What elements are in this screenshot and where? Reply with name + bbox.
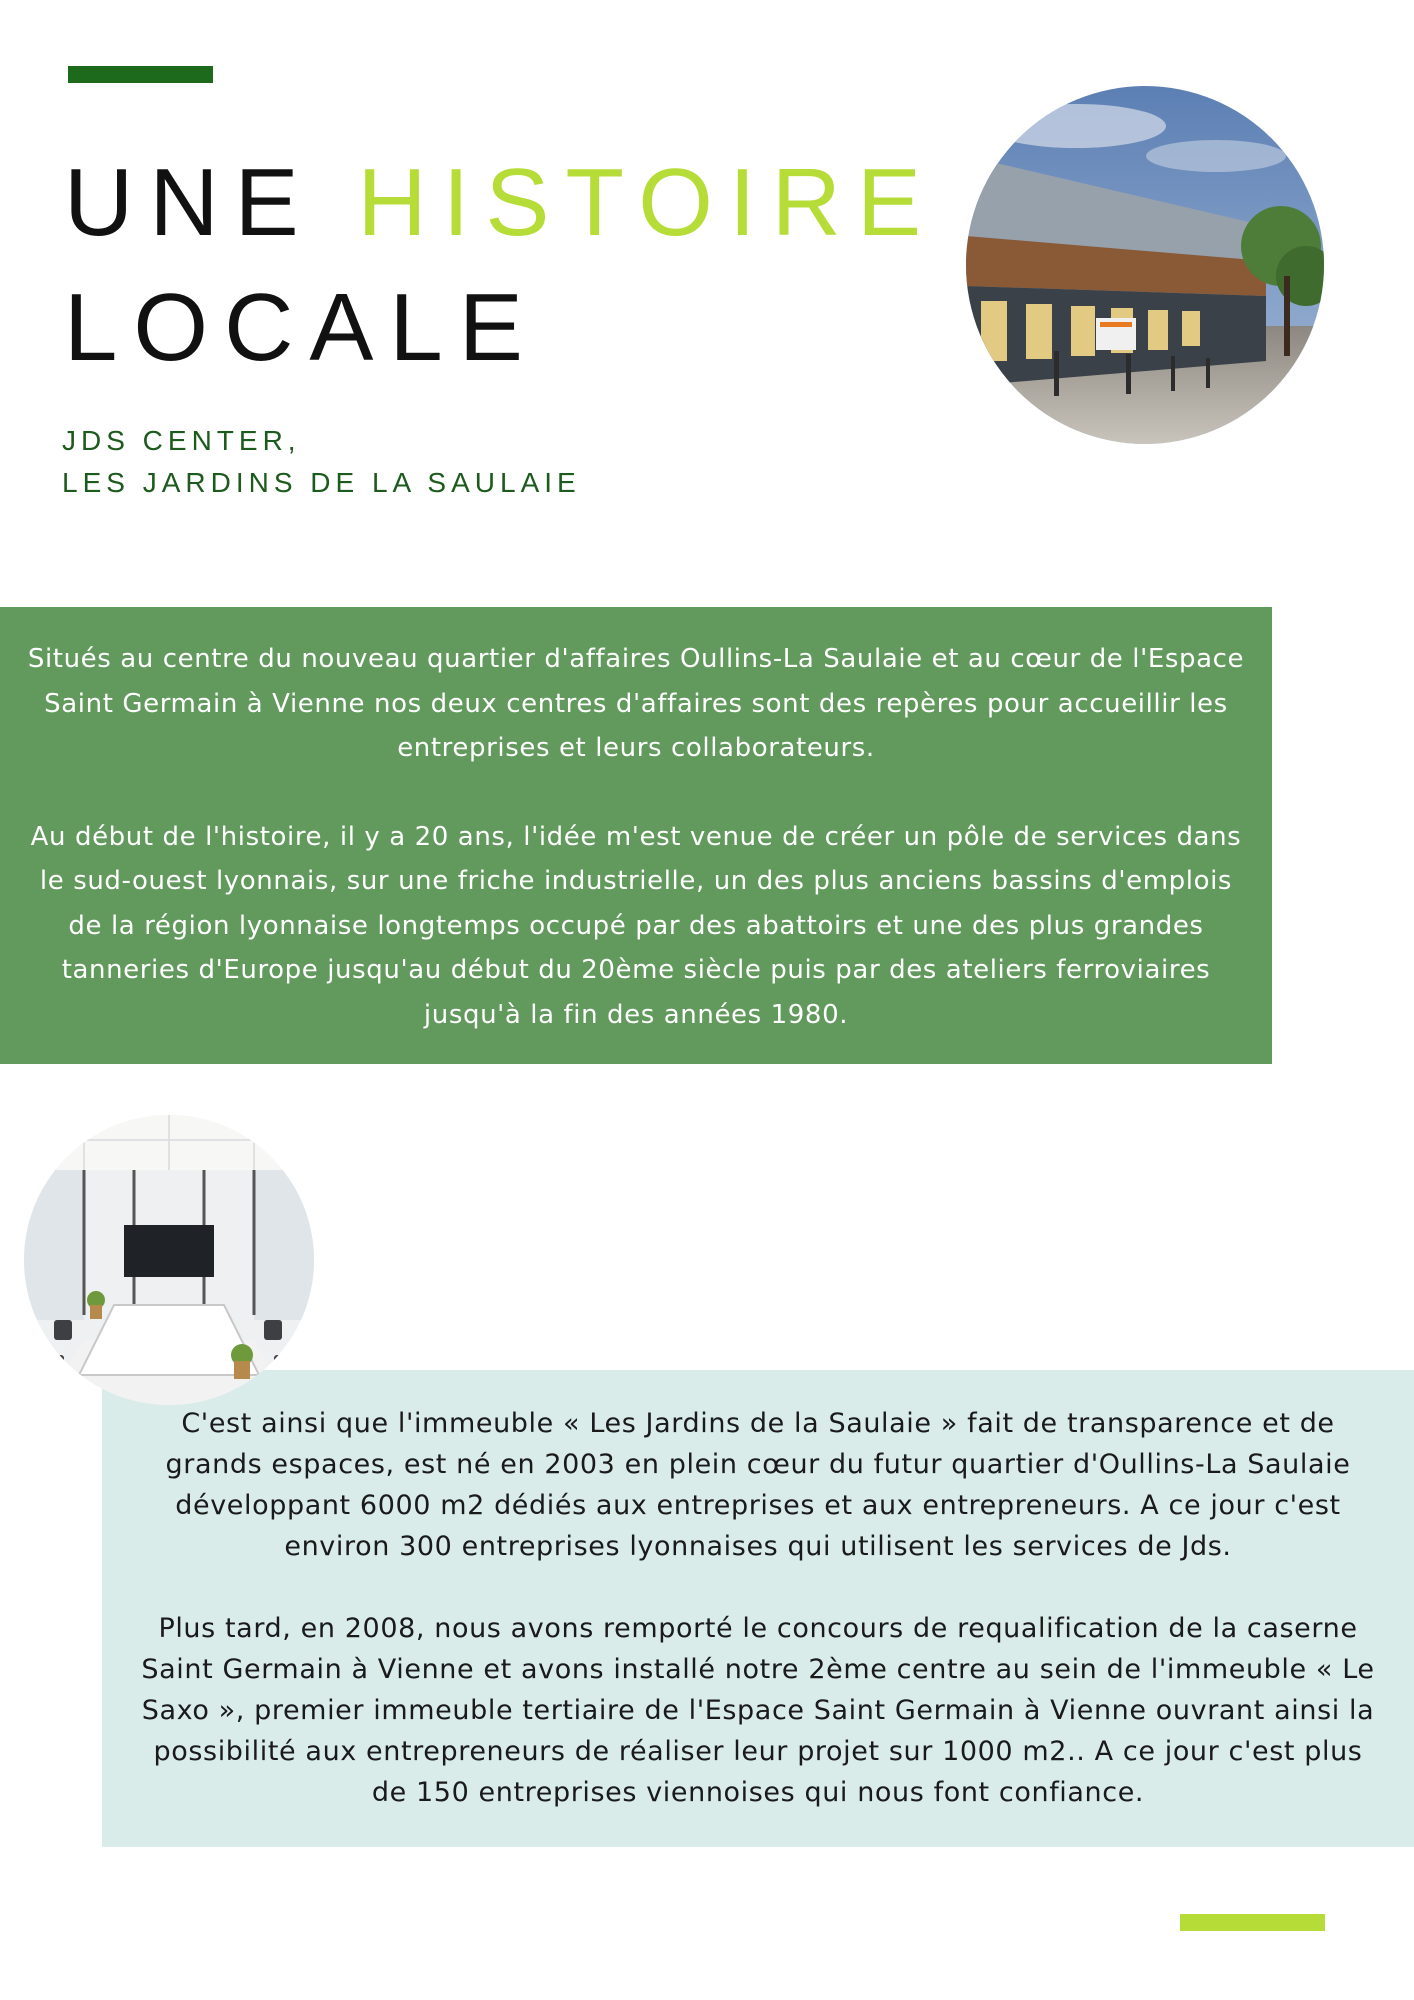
title-line-1 <box>64 140 937 265</box>
building-photo <box>966 86 1324 444</box>
meeting-room-photo <box>24 1115 314 1405</box>
title-line-2: LOCALE <box>64 274 539 381</box>
history-paragraph-2: Plus tard, en 2008, nous avons remporté le concours de requalification de la caserne Saint Germain à Vienne et avons installé notre 2ème centre au sein de l'immeuble « Le Saxo », premier immeuble tertiaire de l'Espace Saint Germain à Vienne ouvrant ainsi la possibilité aux entrepreneurs de réaliser leur projet sur 1000 m2.. A ce jour c'est plus de 150 entreprises viennoises qui nous font confiance. <box>141 1613 1375 1808</box>
intro-paragraph-1: Situés au centre du nouveau quartier d'affaires Oullins-La Saulaie et au cœur de l'Espace Saint Germain à Vienne nos deux centres d'affaires sont des repères pour accueillir les entreprises et leurs collaborateurs. <box>27 644 1245 763</box>
history-paragraph-1: C'est ainsi que l'immeuble « Les Jardins de la Saulaie » fait de transparence et de grands espaces, est né en 2003 en plein cœur du futur quartier d'Oullins-La Saulaie développant 6000 m2 dédiés aux entreprises et aux entrepreneurs. A ce jour c'est environ 300 entreprises lyonnaises qui utilisent les services de Jds. <box>165 1408 1351 1562</box>
intro-text-box <box>0 607 1272 1064</box>
meeting-room-illustration <box>24 1115 314 1405</box>
history-text-box <box>102 1370 1414 1847</box>
subtitle-line-1: JDS CENTER, <box>62 425 301 456</box>
building-photo-illustration <box>966 86 1324 444</box>
title-word-une: UNE <box>64 149 315 256</box>
top-accent-bar <box>68 66 213 83</box>
subtitle-line-2: LES JARDINS DE LA SAULAIE <box>62 467 581 498</box>
bottom-accent-bar <box>1180 1914 1325 1931</box>
page-title <box>64 140 937 390</box>
intro-paragraph-2: Au début de l'histoire, il y a 20 ans, l'idée m'est venue de créer un pôle de services dans le sud-ouest lyonnais, sur une friche industrielle, un des plus anciens bassins d'emplois de la région lyonnaise longtemps occupé par des abattoirs et une des plus grandes tanneries d'Europe jusqu'au début du 20ème siècle puis par des ateliers ferroviaires jusqu'à la fin des années 1980. <box>30 821 1242 1030</box>
page-subtitle <box>62 420 581 504</box>
title-word-histoire: HISTOIRE <box>357 149 937 256</box>
